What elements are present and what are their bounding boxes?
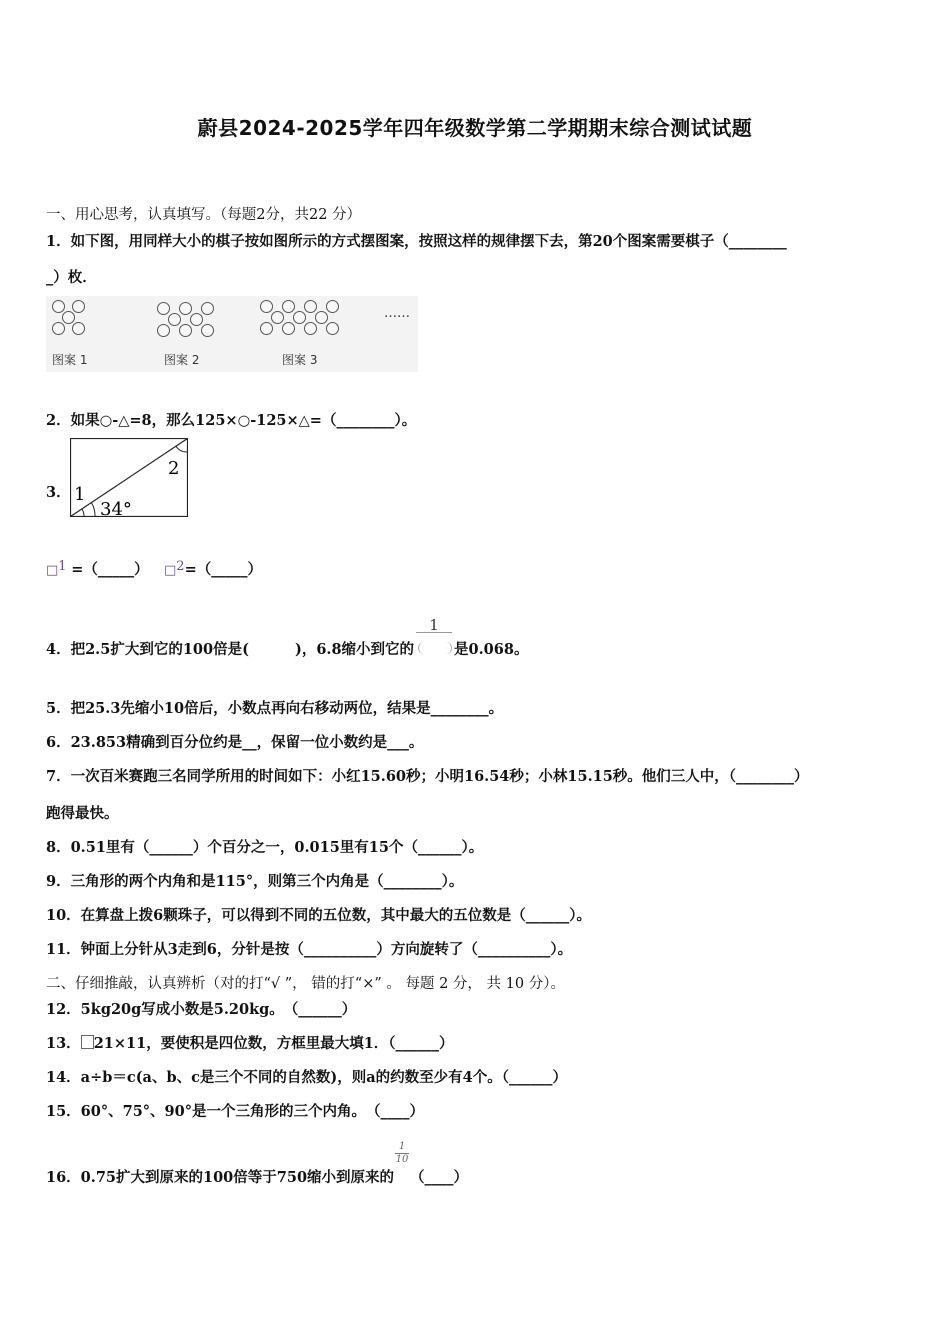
page-title: 蔚县2024-2025学年四年级数学第二学期期末综合测试试题 bbox=[197, 116, 753, 140]
question-2: 2．如果○-△=8，那么125×○-125×△=（________）。 bbox=[46, 412, 417, 429]
question-12: 12．5kg20g写成小数是5.20kg。 （______） bbox=[46, 1001, 357, 1018]
question-6: 6．23.853精确到百分位约是__，保留一位小数约是___。 bbox=[46, 734, 424, 751]
section-1-heading: 一、用心思考，认真填写。（每题2分，共22 分） bbox=[46, 207, 362, 223]
question-5: 5．把25.3先缩小10倍后，小数点再向右移动两位，结果是________。 bbox=[46, 700, 504, 717]
chess-piece bbox=[271, 311, 284, 324]
question-1-line-1: 1．如下图，用同样大小的棋子按如图所示的方式摆图案，按照这样的规律摆下去，第20个图案需要棋子（________ bbox=[46, 233, 787, 250]
pattern-caption: 图案 1 bbox=[52, 353, 88, 367]
chess-piece bbox=[179, 324, 192, 337]
chess-piece bbox=[326, 322, 339, 335]
chess-piece bbox=[190, 313, 203, 326]
q16-text: 16．0.75扩大到原来的100倍等于750缩小到原来的 bbox=[46, 1169, 395, 1186]
fraction-numerator: 1 bbox=[429, 616, 439, 634]
fraction-denominator: 10 bbox=[395, 1154, 409, 1165]
chess-piece bbox=[304, 300, 317, 313]
fraction-numerator: 1 bbox=[398, 1141, 406, 1152]
ellipsis: …… bbox=[384, 306, 410, 321]
pattern-caption: 图案 3 bbox=[282, 353, 318, 367]
chess-piece bbox=[179, 302, 192, 315]
chess-piece bbox=[201, 302, 214, 315]
chess-piece bbox=[260, 322, 273, 335]
angle-2-ref: 2 bbox=[176, 559, 185, 574]
question-7-line-2: 跑得最快。 bbox=[46, 805, 119, 822]
question-4 bbox=[46, 616, 529, 659]
q13-text: 21×11，要使积是四位数，方框里最大填1．（______） bbox=[93, 1035, 454, 1052]
question-10: 10．在算盘上拨6颗珠子，可以得到不同的五位数，其中最大的五位数是（______）。 bbox=[46, 907, 592, 924]
question-3-answer-2: □2=（_____） bbox=[164, 559, 262, 578]
chess-piece bbox=[315, 311, 328, 324]
q13-number: 13． bbox=[46, 1035, 81, 1052]
chess-piece bbox=[72, 322, 85, 335]
chess-piece bbox=[293, 311, 306, 324]
chess-piece bbox=[52, 300, 65, 313]
chess-piece bbox=[62, 311, 75, 324]
question-13 bbox=[46, 1032, 454, 1053]
q16-blank: （____） bbox=[410, 1169, 469, 1186]
chess-piece bbox=[304, 322, 317, 335]
question-3-label: 3． bbox=[46, 484, 71, 501]
angle-1-ref: 1 bbox=[58, 559, 67, 574]
chess-piece bbox=[326, 300, 339, 313]
chess-piece bbox=[168, 313, 181, 326]
answer-2-blank: =（_____） bbox=[184, 561, 262, 578]
rectangle-angle-figure bbox=[70, 438, 188, 517]
q4-part-a: 4．把2.5扩大到它的100倍是( bbox=[46, 641, 249, 658]
question-15: 15．60°、75°、90°是一个三角形的三个内角。 （____） bbox=[46, 1103, 424, 1120]
chess-piece bbox=[72, 300, 85, 313]
question-9: 9．三角形的两个内角和是115°，则第三个内角是（________）。 bbox=[46, 873, 464, 890]
chess-piece bbox=[282, 322, 295, 335]
pattern-caption: 图案 2 bbox=[164, 353, 200, 367]
question-1-line-2: _）枚． bbox=[46, 269, 97, 286]
question-3-answer-1: □1 =（_____） bbox=[46, 559, 149, 578]
q4-part-c: 是0.068。 bbox=[454, 641, 529, 658]
angle-degree-label: 34° bbox=[100, 499, 132, 517]
chess-piece bbox=[260, 300, 273, 313]
section-2-heading: 二、仔细推敲，认真辨析（对的打“√ ”， 错的打“×” 。 每题 2 分， 共 10 分）。 bbox=[46, 976, 565, 992]
question-11: 11．钟面上分针从3走到6，分针是按（__________）方向旋转了（__________）。 bbox=[46, 941, 573, 958]
chess-piece bbox=[157, 324, 170, 337]
question-14: 14．a÷b＝c(a、b、c是三个不同的自然数)，则a的约数至少有4个。（______） bbox=[46, 1069, 568, 1086]
angle-1-label: 1 bbox=[74, 484, 86, 505]
question-16 bbox=[46, 1141, 469, 1187]
chess-piece bbox=[52, 322, 65, 335]
blank-square bbox=[81, 1035, 94, 1049]
chess-piece bbox=[282, 300, 295, 313]
answer-1-blank: =（_____） bbox=[71, 561, 149, 578]
chess-piece bbox=[157, 302, 170, 315]
pattern-figure bbox=[46, 296, 418, 372]
question-7-line-1: 7．一次百米赛跑三名同学所用的时间如下：小红15.60秒；小明16.54秒；小林15.15秒。他们三人中，（________） bbox=[46, 768, 809, 785]
chess-piece bbox=[201, 324, 214, 337]
q4-part-b: )，6.8缩小到它的 bbox=[294, 641, 415, 658]
question-8: 8．0.51里有（______）个百分之一，0.015里有15个（______）。 bbox=[46, 839, 484, 856]
angle-2-label: 2 bbox=[168, 458, 180, 479]
